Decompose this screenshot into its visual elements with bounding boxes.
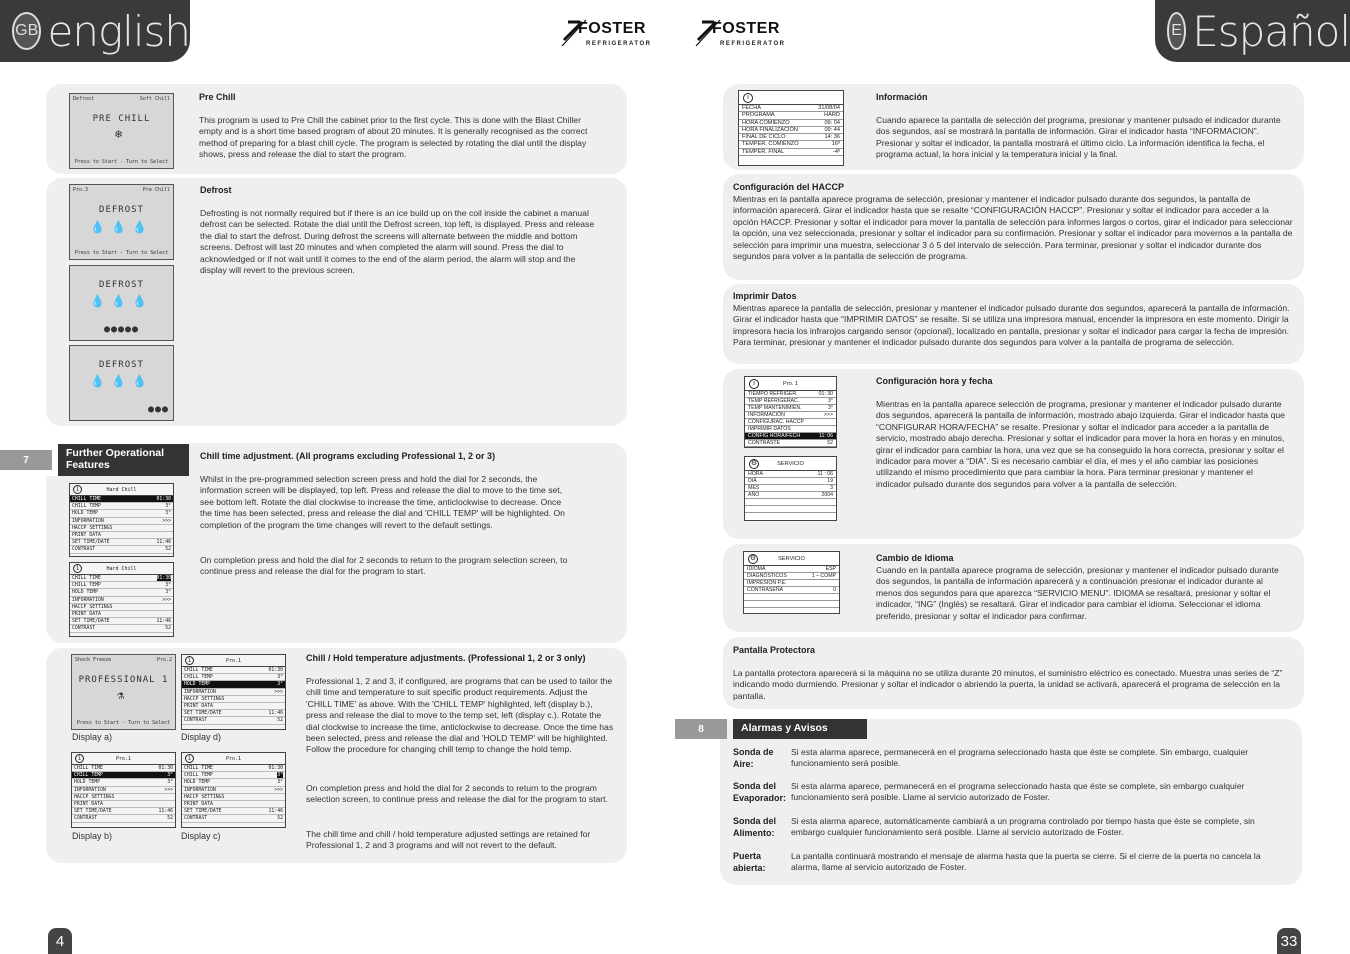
alarm-text: Si esta alarma aparece, permanecerá en el programa seleccionado hasta que éste se complete, sin embargo cualquier funcionamiento será posible. Llame al servicio autorizado de Foster.: [791, 781, 1245, 803]
info-icon: i: [743, 93, 753, 103]
section-label: Further Operational Features: [58, 444, 193, 476]
alarm-text: Si esta alarma aparece, automáticamente cambiará a un programa controlado por tiempo hasta que éste se complete, sin embargo cualquier funcionamiento será posible. Llame al servicio autorizado de Foster.: [791, 816, 1255, 838]
language-title: english: [47, 6, 190, 56]
service-icon: ⚙: [750, 460, 758, 467]
service-icon: ⚙: [749, 555, 757, 562]
droplet-icon: 💧💧💧: [90, 374, 153, 388]
language-badge: GB: [12, 12, 41, 50]
section-heading-7: [0, 444, 193, 476]
info-title: Información: [876, 92, 928, 102]
defrost-body: Defrosting is not normally required but if there is an ice build up on the coil inside the cabinet a manual defrost can be selected. Rotate the dial until the Defrost screen, top left, is displayed. Press and release the dial to start the defrost. During defrost the screens will alternate between the middle and bottom screens. Defrost will last 20 minutes and when completed the alarm will sound. Press the dial to acknowledged or if not wait until it comes to the end of the alarm period, the alarm will stop and the display will revert to the previous screen.: [200, 208, 595, 276]
language-badge: E: [1167, 12, 1186, 50]
horafecha-title: Configuración hora y fecha: [876, 376, 993, 386]
protectora-title: Pantalla Protectora: [733, 645, 816, 655]
chillhold-body-3: The chill time and chill / hold temperature adjusted settings are retained for Professional 1, 2 and 3 programs and will not revert to the default.: [306, 829, 591, 851]
caption-display-c: Display c): [181, 831, 221, 841]
info-icon: i: [185, 656, 194, 665]
chilltime-body-2: On completion press and hold the dial for 2 seconds to return to the program selection screen, to continue press and release the dial for the program to start.: [200, 555, 568, 577]
chillhold-body-2: On completion press and hold the dial for 2 seconds to return to the program selection screen, to continue press and release the dial for the program to start.: [306, 783, 608, 805]
chillhold-menu-b: i Pro.1 CHILL TIME 01:30 CHILL TEMP 3° HOLD TEMP 3° INFORMATION >>> HACCP SETTINGS PRINT DATA SET TIME/DATE 11:46 CONTRAST 52: [71, 752, 176, 828]
logo-sub: REFRIGERATOR: [720, 41, 786, 47]
horafecha-menu-service: ⚙ SERVICIO HORA 11 : 06 DIA 19 MES 3 AÑO 2004: [744, 456, 837, 521]
info-icon: i: [73, 485, 82, 494]
chilltime-body-1: Whilst in the pre-programmed selection screen press and hold the dial for 2 seconds, the information screen will be displayed, top left. Press and release the dial to move to the time set, see bottom left. Rotate the dial clockwise to increase the time, anticlockwise to decrease. Once the time has been selected, press and release the dial and 'CHILL TEMP' will be highlighted. On completion of the program the time changes will revert to the default settings.: [200, 474, 565, 530]
section-heading-8: [675, 719, 867, 739]
foster-logo: [694, 18, 786, 50]
info-menu: i FECHA 31/08/04 PROGRAMA HARD HORA COMIENZO 09: 04 HORA FINALIZACIÓN 09: 44 FINAL DE CICLO 14: 36 TEMPER. COMIENZO 16º TEMPER. FINAL -4º: [738, 90, 844, 166]
prechill-title: Pre Chill: [199, 92, 236, 102]
alarm-name: Puerta abierta:: [733, 851, 766, 873]
chilltime-title: Chill time adjustment. (All programs excluding Professional 1, 2 or 3): [200, 451, 496, 461]
imprimir-title: Imprimir Datos: [733, 291, 797, 301]
snowflake-icon: ❄: [114, 127, 129, 141]
droplet-icon: 💧💧💧: [90, 220, 153, 234]
alarm-text: Si esta alarma aparece, permanecerá en el programa seleccionado hasta que éste se complete. Sin embargo, cualquier funcionamiento será posible.: [791, 747, 1249, 769]
alarm-name: Sonda del Alimento:: [733, 816, 777, 838]
language-tab-english: [0, 0, 190, 62]
defrost-lcd-middle: DEFROST 💧💧💧 ●●●●●: [69, 265, 174, 341]
prechill-body: This program is used to Pre Chill the cabinet prior to the first cycle. This is done with the Blast Chiller empty and is a short time based program of about 20 minutes. It is generally recognised as the correct method of preparing for a blast chill cycle. The program is selected by rotating the dial until the display shows, press and release the dial to start the program.: [199, 115, 588, 160]
defrost-lcd-top: Pro.3 Pre Chill DEFROST 💧💧💧 Press to Start - Turn to Select: [69, 184, 174, 260]
alarm-name: Sonda del Evaporador:: [733, 781, 787, 803]
alarm-text: La pantalla continuará mostrando el mensaje de alarma hasta que la puerta se cierre. Si el cierre de la puerta no cancela la alarma, llame al servicio autorizado de Foster.: [791, 851, 1261, 873]
caption-display-d: Display d): [181, 732, 222, 742]
caption-display-b: Display b): [72, 831, 113, 841]
progress-dots-icon: ●●●: [147, 404, 169, 415]
logo-word: FOSTER: [712, 20, 780, 37]
info-icon: i: [185, 754, 194, 763]
logo-word: FOSTER: [578, 20, 646, 37]
chilltime-menu-b: i Hard Chill CHILL TIME 01:30 CHILL TEMP 3° HOLD TEMP 3° INFORMATION >>> HACCP SETTINGS PRINT DATA SET TIME/DATE 11:46 CONTRAST 52: [69, 562, 174, 637]
page-number-left: 4: [48, 928, 72, 954]
chilltime-panel: [189, 443, 627, 643]
language-title: Español: [1192, 6, 1350, 56]
logo-sub: REFRIGERATOR: [586, 41, 652, 47]
protectora-body: La pantalla protectora aparecerá si la máquina no se utiliza durante 20 minutos, el suministro eléctrico es conectado. Muestra unas series de “Z” indicando modo durmiendo. Presionar y soltar el indicador o abriendo la puerta, la unidad se activará, aparecerá el programa de selección en la pantalla.: [733, 668, 1283, 701]
language-tab-spanish: [1155, 0, 1350, 62]
progress-dots-icon: ●●●●●: [103, 324, 140, 335]
caption-display-a: Display a): [72, 732, 113, 742]
flask-icon: ⚗: [116, 688, 131, 702]
foster-logo: [560, 18, 652, 50]
chillhold-body-1: Professional 1, 2 and 3, if configured, are programs that can be used to tailor the chill time and temperature to suit specific product requirements. Adjust the 'CHILL TIME' as above. With the 'CHILL TEMP' highlighted, left (display b.), press and release the dial to move to the temp set, left (display c.). Rotate the dial clockwise to increase the time, anticlockwise to decrease. Once the time has been selected, press and release the dial and 'HOLD TEMP' will be highlighted. Follow the procedure for changing chill temp to change the hold temp.: [306, 676, 614, 755]
section-number: 7: [0, 450, 52, 470]
info-icon: i: [749, 379, 759, 389]
idioma-title: Cambio de Idioma: [876, 553, 954, 563]
chillhold-title: Chill / Hold temperature adjustments. (Professional 1, 2 or 3 only): [306, 653, 586, 663]
page-number-right: 33: [1277, 928, 1301, 954]
defrost-title: Defrost: [200, 185, 232, 195]
chillhold-menu-d: i Pro.1 CHILL TIME 01:30 CHILL TEMP 3° HOLD TEMP 3° INFORMATION >>> HACCP SETTINGS PRINT DATA SET TIME/DATE 11:46 CONTRAST 52: [181, 654, 286, 730]
droplet-icon: 💧💧💧: [90, 294, 153, 308]
info-body: Cuando aparece la pantalla de selección del programa, presionar y mantener pulsado el indicador durante dos segundos, así se mostrará la pantalla de información. Girar el indicador hasta “INFORMACION”. Presionar y soltar el indicador, la pantalla mostrará el último ciclo. La información identifica la fecha, el programa actual, la hora inicial y la temperatura inicial y la final.: [876, 115, 1281, 160]
chillhold-lcd-a: Shock Freeze Pro.2 PROFESSIONAL 1 ⚗ Press to Start - Turn to Select: [71, 654, 176, 730]
idioma-body: Cuando en la pantalla aparece programa de selección, presionar y mantener el indicador pulsado durante dos segundos, la pantalla de información aparecerá y a continuación presionar el indicador durante al menos dos segundos para que aparezca “SERVICIO MENU”. IDIOMA se resaltará, presionar y soltar el indicador, “ING” (Inglés) se resaltará. Girar el indicador para cambiar el idioma. Seleccionar el idioma preferido, presionar y soltar el indicador para confirmar.: [876, 565, 1279, 621]
defrost-lcd-bottom: DEFROST 💧💧💧 ●●●: [69, 345, 174, 421]
haccp-body: Mientras en la pantalla aparece programa de selección, presionar y mantener el indicador pulsado durante dos segundos, la pantalla de información aparecerá. Girar el indicador hasta que se resalte “CONFIGURACIÓN HACCP”. Presionar y soltar el indicador para acceder a la opción HACCP. Presionar y soltar el indicador para mover la pantalla de selección para informes largos o cortos, girar el indicador para seleccionar la opción, una vez seleccionada, presionar y soltar el indicador para su confirmación. Presionar y soltar el indicador para movernos a la pantalla de selección para imprimir una muestra, seleccionar 3 ó 5 del intervalo de selección. Para terminar, presionar y soltar el indicador durante dos segundos para volver a la pantalla de selección de programa.: [733, 194, 1293, 262]
alarm-name: Sonda de Aire:: [733, 747, 774, 769]
idioma-menu: ⚙ SERVICIO IDIOMA ESP DIAGNÓSTICOS 1 – COMP IMPRESIÓN P.E. CONTRASEÑA 0: [743, 551, 840, 614]
info-icon: i: [75, 754, 84, 763]
horafecha-body: Mientras en la pantalla aparece selección de programa, presionar y mantener el indicador pulsado durante dos segundos, aparecerá la pantalla de información, mostrado abajo izquierda. Girar el indicador hasta que “CONFIGURAR HORA/FECHA” se resalte. Presionar y soltar el indicador para acceder a la pantalla de servicio, mostrado abajo derecha. Presionar y soltar el indicador para mover la hora en horas y en minutos, girar el indicador para cambiar la hora, una vez que se ha conseguido la hora correcta, presionar y soltar el indicador para mover a “DIA”. Si es necesario cambiar el día, el mes y el año cambiar las posiciones utilizando el mismo procedimiento que para cambiar la hora. Para terminar presionar y mantener el indicador pulsado durante dos segundos para volver a la pantalla de selección.: [876, 399, 1285, 489]
chillhold-menu-c: i Pro.1 CHILL TIME 01:30 CHILL TEMP 3° HOLD TEMP 3° INFORMATION >>> HACCP SETTINGS PRINT DATA SET TIME/DATE 11:46 CONTRAST 52: [181, 752, 286, 828]
info-icon: i: [73, 564, 82, 573]
haccp-title: Configuración del HACCP: [733, 182, 845, 192]
horafecha-menu-info: i Pro. 1 TIEMPO REFRIGER. 01: 30 TEMP REFRIGERAC. 3° TEMP MANTENIMIEN. 3° INFORMACIÓN >>> CONFIGURAC. HACCP IMPRIMIR DATOS CONFIG HORA/FECH 11: 06 CONTRASTE 52: [744, 376, 837, 448]
chilltime-menu-a: i Hard Chill CHILL TIME 01:30 CHILL TEMP 3° HOLD TEMP 3° INFORMATION >>> HACCP SETTINGS PRINT DATA SET TIME/DATE 11:46 CONTRAST 52: [69, 483, 174, 557]
imprimir-body: Mientras aparece la pantalla de selección, presionar y mantener el indicador pulsado durante dos segundos, aparecerá la pantalla de información. Girar el indicador hasta que “IMPRIMIR DATOS” se resalte. Si se utiliza una impresora manual, encender la impresora en este momento. Dirigir la impresora hacia los infrarojos cargando sensor (opcional), localizado en pantalla, presionar y soltar el indicador para cargar la fecha de impresión. Para terminar, presionar y mantener el indicador pulsado durante dos segundos para volver a la pantalla de programa de selección.: [733, 303, 1290, 348]
prechill-lcd: Defrost Soft Chill PRE CHILL ❄ Press to Start - Turn to Select: [69, 93, 174, 169]
section-label: Alarmas y Avisos: [733, 719, 867, 739]
section-number: 8: [675, 719, 727, 739]
